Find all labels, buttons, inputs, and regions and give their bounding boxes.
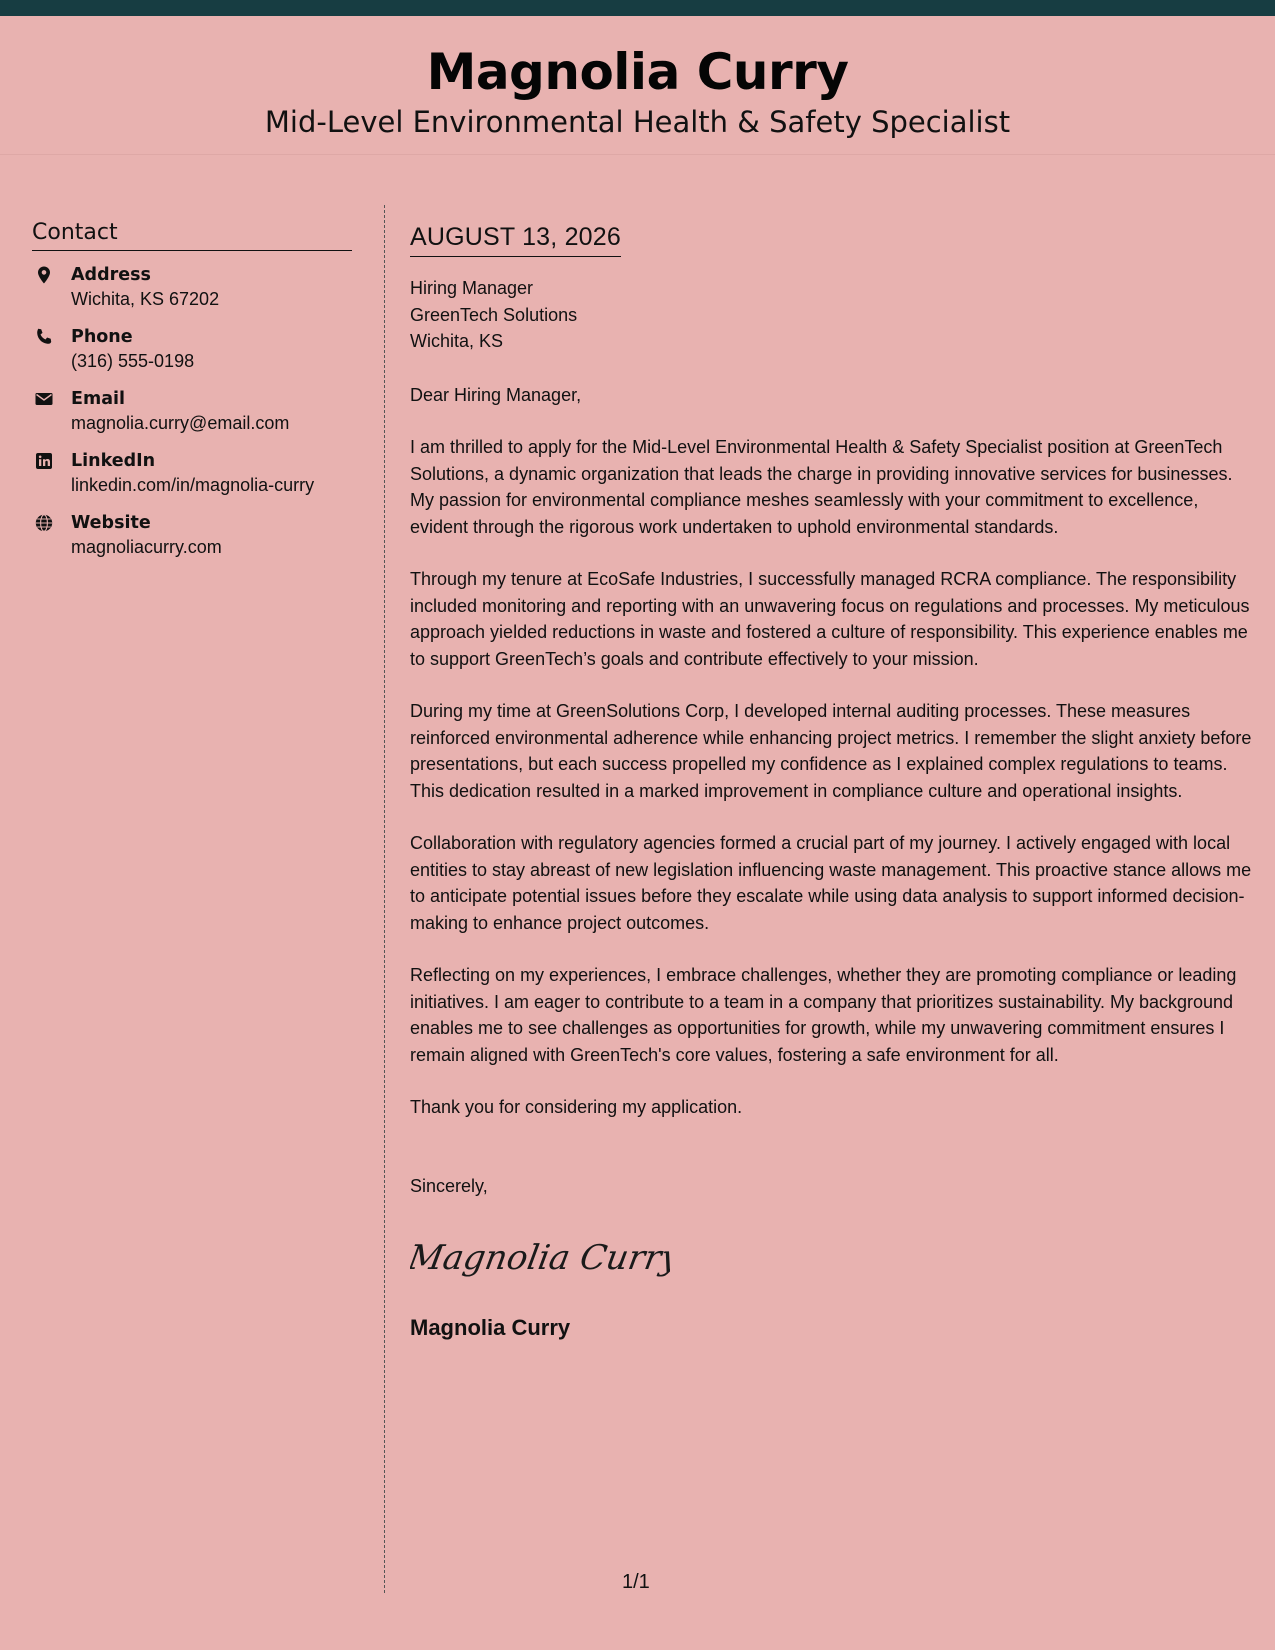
- website-value[interactable]: magnoliacurry.com: [71, 537, 222, 557]
- recipient-line: Wichita, KS: [410, 331, 504, 351]
- phone-value: (316) 555-0198: [71, 351, 195, 371]
- letter-body: [410, 220, 1255, 1343]
- linkedin-value[interactable]: linkedin.com/in/magnolia-curry: [71, 475, 315, 495]
- body-paragraph: Through my tenure at EcoSafe Industries, I successfully managed RCRA compliance. The responsibility included monitoring and reporting with an unwavering focus on regulations and processes. My meticulous approach yielded reductions in waste and fostered a culture of responsibility. This experience enables me to support GreenTech’s goals and contribute effectively to your mission.: [410, 569, 1250, 669]
- body-paragraph: I am thrilled to apply for the Mid-Level Environmental Health & Safety Specialist position at GreenTech Solutions, a dynamic organization that leads the charge in providing innovative services for businesses. My passion for environmental compliance meshes seamlessly with your commitment to excellence, evident through the rigorous work undertaken to uphold environmental standards.: [410, 437, 1233, 537]
- address-value: Wichita, KS 67202: [71, 289, 220, 309]
- recipient-line: Hiring Manager: [410, 278, 534, 298]
- contact-website: [32, 511, 352, 559]
- column-divider: [384, 205, 385, 1593]
- address-label: Address: [71, 265, 151, 285]
- signature-text: Magnolia Curry: [410, 1238, 670, 1278]
- recipient-block: [410, 275, 1255, 355]
- letter-date: AUGUST 13, 2026: [410, 220, 621, 257]
- email-label: Email: [71, 389, 125, 409]
- linkedin-icon: [34, 451, 54, 471]
- job-title: Mid-Level Environmental Health & Safety Specialist: [264, 105, 1011, 139]
- contact-sidebar: [32, 218, 352, 573]
- phone-icon: [34, 327, 54, 347]
- signed-name: Magnolia Curry: [410, 1314, 571, 1340]
- page-number: 1/1: [622, 1571, 650, 1593]
- salutation: Dear Hiring Manager,: [410, 384, 582, 405]
- applicant-name: Magnolia Curry: [426, 43, 849, 101]
- contact-linkedin: [32, 449, 352, 497]
- page-header: [0, 16, 1275, 155]
- contact-address: [32, 263, 352, 311]
- thanks-line: Thank you for considering my application.: [410, 1097, 743, 1117]
- linkedin-label: LinkedIn: [71, 451, 156, 471]
- closing-line: Sincerely,: [410, 1175, 488, 1196]
- body-paragraph: Reflecting on my experiences, I embrace challenges, whether they are promoting compliance or leading initiatives. I am eager to contribute to a team in a company that prioritizes sustainability. My background enables me to see challenges as opportunities for growth, while my unwavering commitment ensures I remain aligned with GreenTech's core values, fostering a safe environment for all.: [410, 965, 1237, 1065]
- body-paragraph: During my time at GreenSolutions Corp, I developed internal auditing processes. These measures reinforced environmental adherence while enhancing project metrics. I remember the slight anxiety before presentations, but each success propelled my confidence as I explained complex regulations to teams. This dedication resulted in a marked improvement in compliance culture and operational insights.: [410, 701, 1252, 801]
- top-accent-bar: [0, 0, 1275, 16]
- email-value[interactable]: magnolia.curry@email.com: [71, 413, 290, 433]
- website-label: Website: [71, 513, 151, 533]
- signature-image: [410, 1227, 670, 1287]
- contact-heading: Contact: [32, 218, 352, 251]
- globe-icon: [34, 513, 54, 533]
- body-paragraph: Collaboration with regulatory agencies formed a crucial part of my journey. I actively engaged with local entities to stay abreast of new legislation influencing waste management. This proactive stance allows me to anticipate potential issues before they escalate while using data analysis to support informed decision-making to enhance project outcomes.: [410, 833, 1252, 933]
- envelope-icon: [34, 389, 54, 409]
- contact-phone: [32, 325, 352, 373]
- phone-label: Phone: [71, 327, 133, 347]
- recipient-line: GreenTech Solutions: [410, 304, 578, 325]
- map-pin-icon: [34, 265, 54, 285]
- contact-email: [32, 387, 352, 435]
